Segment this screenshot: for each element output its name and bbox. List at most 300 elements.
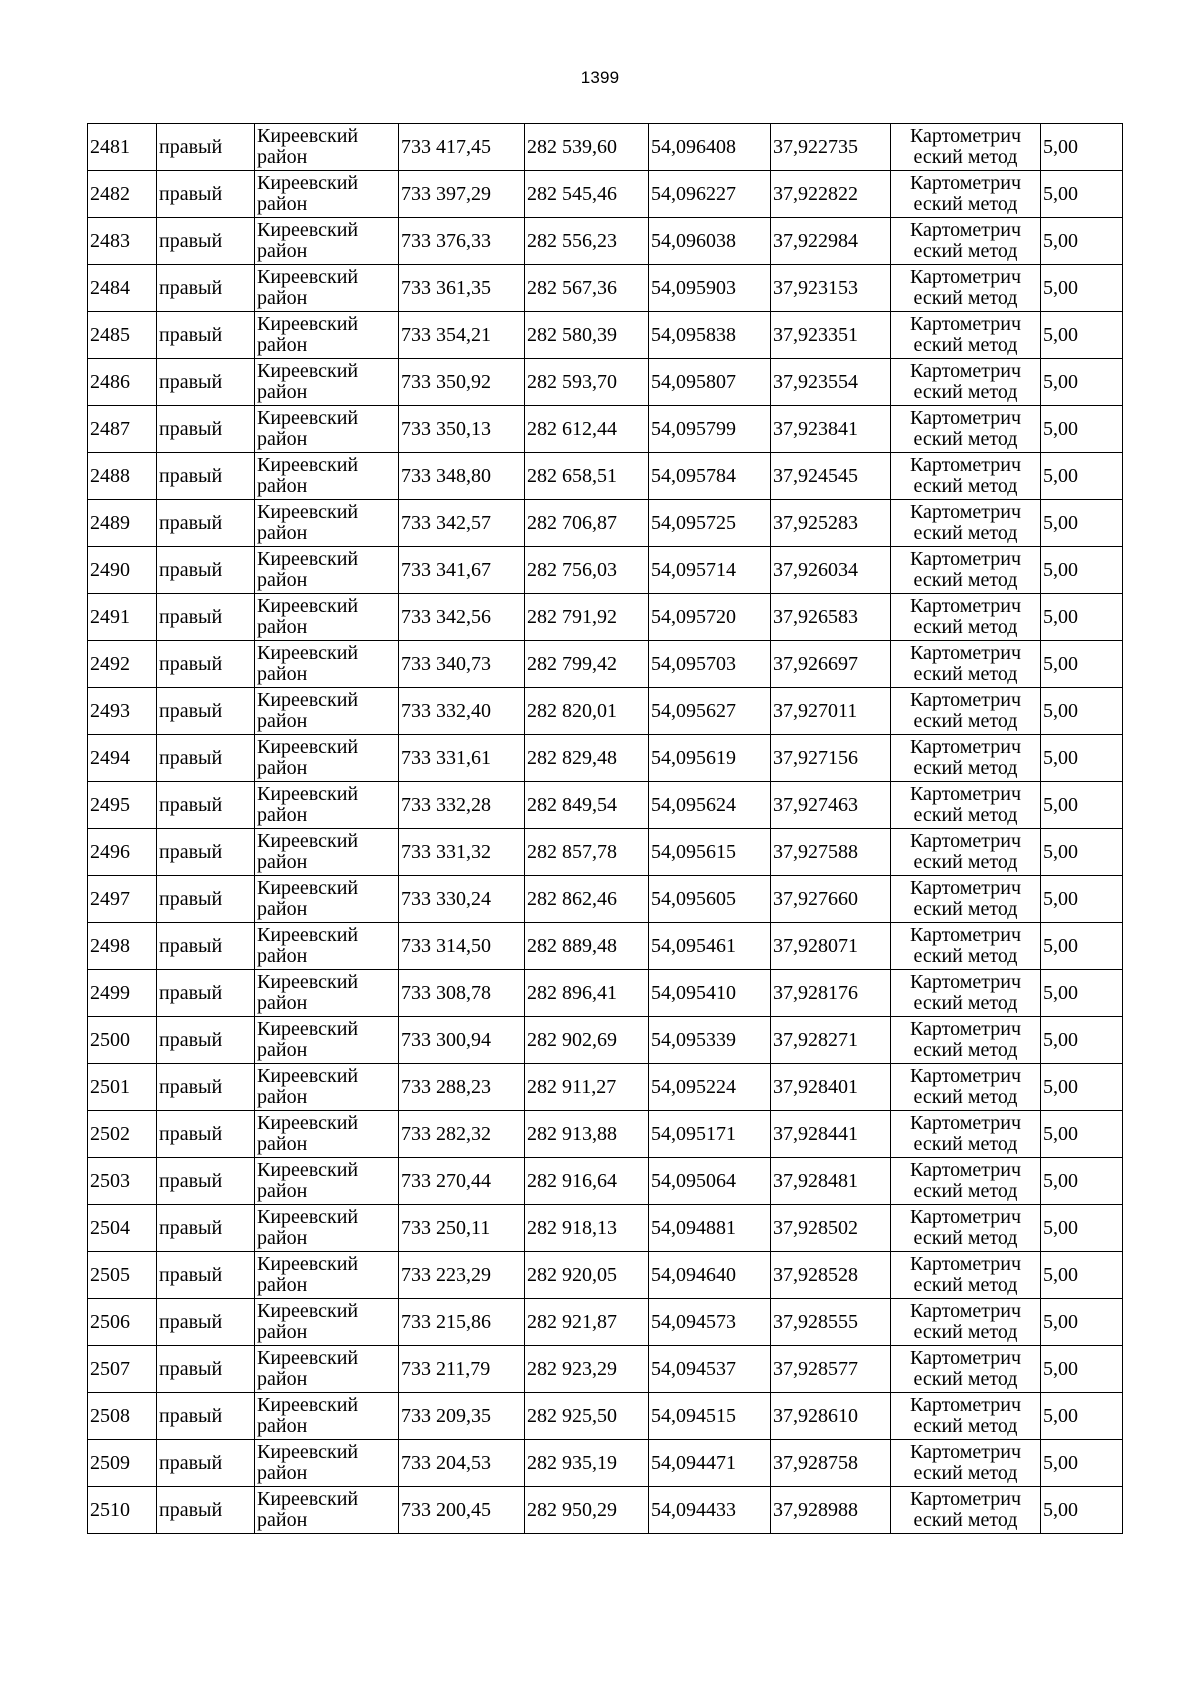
coord-y-cell: 282 593,70 xyxy=(525,359,649,406)
accuracy-cell: 5,00 xyxy=(1041,171,1123,218)
point-number-cell: 2489 xyxy=(88,500,157,547)
longitude-cell: 37,927463 xyxy=(771,782,891,829)
method-text: еский метод xyxy=(913,475,1018,497)
district-text: район xyxy=(257,992,308,1014)
coord-y-cell: 282 920,05 xyxy=(525,1252,649,1299)
accuracy-cell: 5,00 xyxy=(1041,1393,1123,1440)
latitude-cell: 54,096408 xyxy=(649,124,771,171)
table-row xyxy=(88,923,1123,970)
latitude-cell: 54,095461 xyxy=(649,923,771,970)
coord-x-cell: 733 332,28 xyxy=(399,782,525,829)
coord-x-cell: 733 397,29 xyxy=(399,171,525,218)
district-text: Киреевский xyxy=(257,1018,359,1040)
coord-y-cell: 282 913,88 xyxy=(525,1111,649,1158)
district-text: Киреевский xyxy=(257,407,359,429)
coord-y-cell: 282 896,41 xyxy=(525,970,649,1017)
bank-side-cell: правый xyxy=(157,1487,255,1534)
longitude-cell: 37,928988 xyxy=(771,1487,891,1534)
method-cell xyxy=(891,641,1041,688)
accuracy-cell: 5,00 xyxy=(1041,312,1123,359)
point-number-cell: 2498 xyxy=(88,923,157,970)
coord-y-cell: 282 923,29 xyxy=(525,1346,649,1393)
district-text: район xyxy=(257,945,308,967)
district-text: Киреевский xyxy=(257,360,359,382)
bank-side-cell: правый xyxy=(157,265,255,312)
method-text: еский метод xyxy=(913,1509,1018,1531)
district-cell xyxy=(255,688,399,735)
coord-y-cell: 282 612,44 xyxy=(525,406,649,453)
latitude-cell: 54,095410 xyxy=(649,970,771,1017)
district-text: район xyxy=(257,569,308,591)
accuracy-cell: 5,00 xyxy=(1041,500,1123,547)
district-cell xyxy=(255,1299,399,1346)
district-text: Киреевский xyxy=(257,642,359,664)
table-row xyxy=(88,547,1123,594)
table-row xyxy=(88,124,1123,171)
accuracy-cell: 5,00 xyxy=(1041,970,1123,1017)
district-text: Киреевский xyxy=(257,1441,359,1463)
point-number-cell: 2497 xyxy=(88,876,157,923)
latitude-cell: 54,096227 xyxy=(649,171,771,218)
district-cell xyxy=(255,1064,399,1111)
latitude-cell: 54,095903 xyxy=(649,265,771,312)
district-text: район xyxy=(257,616,308,638)
district-cell xyxy=(255,124,399,171)
district-text: район xyxy=(257,428,308,450)
district-text: район xyxy=(257,710,308,732)
longitude-cell: 37,923351 xyxy=(771,312,891,359)
district-cell xyxy=(255,1440,399,1487)
coord-x-cell: 733 223,29 xyxy=(399,1252,525,1299)
accuracy-cell: 5,00 xyxy=(1041,1205,1123,1252)
coord-x-cell: 733 200,45 xyxy=(399,1487,525,1534)
latitude-cell: 54,095339 xyxy=(649,1017,771,1064)
district-text: Киреевский xyxy=(257,548,359,570)
longitude-cell: 37,922822 xyxy=(771,171,891,218)
bank-side-cell: правый xyxy=(157,500,255,547)
coord-y-cell: 282 791,92 xyxy=(525,594,649,641)
longitude-cell: 37,928610 xyxy=(771,1393,891,1440)
method-text: Картометрич xyxy=(909,1159,1022,1181)
table-row xyxy=(88,500,1123,547)
district-cell xyxy=(255,735,399,782)
method-cell xyxy=(891,1111,1041,1158)
method-text: Картометрич xyxy=(909,971,1022,993)
coord-x-cell: 733 332,40 xyxy=(399,688,525,735)
bank-side-cell: правый xyxy=(157,1393,255,1440)
district-cell xyxy=(255,594,399,641)
table-row xyxy=(88,171,1123,218)
district-text: район xyxy=(257,757,308,779)
district-text: район xyxy=(257,1086,308,1108)
method-cell xyxy=(891,265,1041,312)
method-text: еский метод xyxy=(913,193,1018,215)
district-cell xyxy=(255,453,399,500)
table-row xyxy=(88,876,1123,923)
table-row xyxy=(88,1440,1123,1487)
district-cell xyxy=(255,1205,399,1252)
table-row xyxy=(88,1205,1123,1252)
coord-y-cell: 282 911,27 xyxy=(525,1064,649,1111)
coord-x-cell: 733 361,35 xyxy=(399,265,525,312)
table-row xyxy=(88,1393,1123,1440)
table-row xyxy=(88,1346,1123,1393)
district-text: Киреевский xyxy=(257,1347,359,1369)
district-text: Киреевский xyxy=(257,1488,359,1510)
point-number-cell: 2505 xyxy=(88,1252,157,1299)
longitude-cell: 37,928401 xyxy=(771,1064,891,1111)
bank-side-cell: правый xyxy=(157,1158,255,1205)
accuracy-cell: 5,00 xyxy=(1041,1111,1123,1158)
method-text: Картометрич xyxy=(909,1206,1022,1228)
method-text: Картометрич xyxy=(909,1065,1022,1087)
district-text: Киреевский xyxy=(257,501,359,523)
coord-y-cell: 282 857,78 xyxy=(525,829,649,876)
method-cell xyxy=(891,1064,1041,1111)
bank-side-cell: правый xyxy=(157,1346,255,1393)
coord-x-cell: 733 354,21 xyxy=(399,312,525,359)
accuracy-cell: 5,00 xyxy=(1041,218,1123,265)
accuracy-cell: 5,00 xyxy=(1041,735,1123,782)
accuracy-cell: 5,00 xyxy=(1041,265,1123,312)
district-text: Киреевский xyxy=(257,783,359,805)
method-text: еский метод xyxy=(913,1180,1018,1202)
coord-x-cell: 733 308,78 xyxy=(399,970,525,1017)
method-text: еский метод xyxy=(913,287,1018,309)
method-text: Картометрич xyxy=(909,125,1022,147)
accuracy-cell: 5,00 xyxy=(1041,1346,1123,1393)
method-text: еский метод xyxy=(913,992,1018,1014)
table-row xyxy=(88,1111,1123,1158)
longitude-cell: 37,926697 xyxy=(771,641,891,688)
latitude-cell: 54,095064 xyxy=(649,1158,771,1205)
district-text: район xyxy=(257,146,308,168)
point-number-cell: 2485 xyxy=(88,312,157,359)
table-row xyxy=(88,312,1123,359)
coord-y-cell: 282 935,19 xyxy=(525,1440,649,1487)
method-text: Картометрич xyxy=(909,1347,1022,1369)
district-text: район xyxy=(257,193,308,215)
method-text: Картометрич xyxy=(909,360,1022,382)
coord-x-cell: 733 340,73 xyxy=(399,641,525,688)
method-text: Картометрич xyxy=(909,736,1022,758)
coord-x-cell: 733 209,35 xyxy=(399,1393,525,1440)
district-cell xyxy=(255,1111,399,1158)
bank-side-cell: правый xyxy=(157,1205,255,1252)
district-text: Киреевский xyxy=(257,1300,359,1322)
latitude-cell: 54,094515 xyxy=(649,1393,771,1440)
coordinates-table xyxy=(87,123,1123,1534)
district-cell xyxy=(255,1017,399,1064)
point-number-cell: 2483 xyxy=(88,218,157,265)
district-text: район xyxy=(257,1509,308,1531)
table-row xyxy=(88,218,1123,265)
method-text: Картометрич xyxy=(909,548,1022,570)
accuracy-cell: 5,00 xyxy=(1041,923,1123,970)
point-number-cell: 2495 xyxy=(88,782,157,829)
latitude-cell: 54,095714 xyxy=(649,547,771,594)
point-number-cell: 2493 xyxy=(88,688,157,735)
district-text: Киреевский xyxy=(257,689,359,711)
district-cell xyxy=(255,876,399,923)
method-text: Картометрич xyxy=(909,595,1022,617)
district-text: Киреевский xyxy=(257,924,359,946)
method-cell xyxy=(891,1346,1041,1393)
method-text: еский метод xyxy=(913,710,1018,732)
district-text: район xyxy=(257,1321,308,1343)
accuracy-cell: 5,00 xyxy=(1041,359,1123,406)
coord-x-cell: 733 204,53 xyxy=(399,1440,525,1487)
method-cell xyxy=(891,876,1041,923)
accuracy-cell: 5,00 xyxy=(1041,1064,1123,1111)
longitude-cell: 37,923841 xyxy=(771,406,891,453)
table-row xyxy=(88,453,1123,500)
latitude-cell: 54,095624 xyxy=(649,782,771,829)
coord-y-cell: 282 658,51 xyxy=(525,453,649,500)
coord-y-cell: 282 849,54 xyxy=(525,782,649,829)
latitude-cell: 54,095171 xyxy=(649,1111,771,1158)
method-text: еский метод xyxy=(913,1086,1018,1108)
accuracy-cell: 5,00 xyxy=(1041,641,1123,688)
bank-side-cell: правый xyxy=(157,547,255,594)
method-text: еский метод xyxy=(913,146,1018,168)
bank-side-cell: правый xyxy=(157,970,255,1017)
bank-side-cell: правый xyxy=(157,218,255,265)
coord-x-cell: 733 215,86 xyxy=(399,1299,525,1346)
accuracy-cell: 5,00 xyxy=(1041,782,1123,829)
bank-side-cell: правый xyxy=(157,923,255,970)
point-number-cell: 2502 xyxy=(88,1111,157,1158)
longitude-cell: 37,928071 xyxy=(771,923,891,970)
method-text: Картометрич xyxy=(909,642,1022,664)
method-text: еский метод xyxy=(913,1415,1018,1437)
latitude-cell: 54,094881 xyxy=(649,1205,771,1252)
district-text: Киреевский xyxy=(257,172,359,194)
district-cell xyxy=(255,1487,399,1534)
district-text: район xyxy=(257,240,308,262)
coord-y-cell: 282 889,48 xyxy=(525,923,649,970)
coord-y-cell: 282 921,87 xyxy=(525,1299,649,1346)
method-cell xyxy=(891,547,1041,594)
coord-x-cell: 733 350,13 xyxy=(399,406,525,453)
method-text: еский метод xyxy=(913,522,1018,544)
longitude-cell: 37,923153 xyxy=(771,265,891,312)
bank-side-cell: правый xyxy=(157,406,255,453)
table-row xyxy=(88,688,1123,735)
latitude-cell: 54,094537 xyxy=(649,1346,771,1393)
method-text: еский метод xyxy=(913,428,1018,450)
district-text: район xyxy=(257,1462,308,1484)
district-cell xyxy=(255,406,399,453)
method-cell xyxy=(891,1017,1041,1064)
method-text: Картометрич xyxy=(909,1112,1022,1134)
method-cell xyxy=(891,829,1041,876)
district-text: район xyxy=(257,475,308,497)
method-text: Картометрич xyxy=(909,877,1022,899)
point-number-cell: 2481 xyxy=(88,124,157,171)
district-text: Киреевский xyxy=(257,595,359,617)
bank-side-cell: правый xyxy=(157,688,255,735)
accuracy-cell: 5,00 xyxy=(1041,1158,1123,1205)
district-text: Киреевский xyxy=(257,313,359,335)
point-number-cell: 2490 xyxy=(88,547,157,594)
longitude-cell: 37,927588 xyxy=(771,829,891,876)
method-cell xyxy=(891,735,1041,782)
coord-y-cell: 282 556,23 xyxy=(525,218,649,265)
table-row xyxy=(88,1158,1123,1205)
method-text: Картометрич xyxy=(909,1441,1022,1463)
district-text: район xyxy=(257,1180,308,1202)
method-text: Картометрич xyxy=(909,924,1022,946)
district-text: район xyxy=(257,334,308,356)
method-text: еский метод xyxy=(913,1321,1018,1343)
district-cell xyxy=(255,500,399,547)
method-text: Картометрич xyxy=(909,172,1022,194)
method-cell xyxy=(891,970,1041,1017)
district-cell xyxy=(255,923,399,970)
district-text: Киреевский xyxy=(257,454,359,476)
method-cell xyxy=(891,1205,1041,1252)
district-cell xyxy=(255,1158,399,1205)
accuracy-cell: 5,00 xyxy=(1041,876,1123,923)
coord-y-cell: 282 756,03 xyxy=(525,547,649,594)
table-row xyxy=(88,1064,1123,1111)
method-cell xyxy=(891,923,1041,970)
district-text: район xyxy=(257,287,308,309)
longitude-cell: 37,922735 xyxy=(771,124,891,171)
longitude-cell: 37,928758 xyxy=(771,1440,891,1487)
longitude-cell: 37,923554 xyxy=(771,359,891,406)
method-text: Картометрич xyxy=(909,1018,1022,1040)
method-text: Картометрич xyxy=(909,407,1022,429)
table-row xyxy=(88,970,1123,1017)
method-text: Картометрич xyxy=(909,454,1022,476)
district-cell xyxy=(255,218,399,265)
coord-x-cell: 733 350,92 xyxy=(399,359,525,406)
district-cell xyxy=(255,547,399,594)
district-text: Киреевский xyxy=(257,971,359,993)
method-text: еский метод xyxy=(913,569,1018,591)
district-cell xyxy=(255,359,399,406)
method-text: Картометрич xyxy=(909,1300,1022,1322)
district-text: Киреевский xyxy=(257,1159,359,1181)
coord-x-cell: 733 300,94 xyxy=(399,1017,525,1064)
point-number-cell: 2496 xyxy=(88,829,157,876)
district-cell xyxy=(255,1346,399,1393)
coord-x-cell: 733 417,45 xyxy=(399,124,525,171)
method-text: еский метод xyxy=(913,240,1018,262)
district-cell xyxy=(255,970,399,1017)
table-row xyxy=(88,594,1123,641)
longitude-cell: 37,928176 xyxy=(771,970,891,1017)
table-row xyxy=(88,1017,1123,1064)
method-text: Картометрич xyxy=(909,783,1022,805)
method-cell xyxy=(891,1299,1041,1346)
district-text: район xyxy=(257,851,308,873)
point-number-cell: 2482 xyxy=(88,171,157,218)
method-cell xyxy=(891,359,1041,406)
bank-side-cell: правый xyxy=(157,359,255,406)
latitude-cell: 54,094471 xyxy=(649,1440,771,1487)
table-row xyxy=(88,829,1123,876)
method-text: Картометрич xyxy=(909,501,1022,523)
table-row xyxy=(88,641,1123,688)
table-body xyxy=(88,124,1123,1534)
bank-side-cell: правый xyxy=(157,782,255,829)
accuracy-cell: 5,00 xyxy=(1041,1017,1123,1064)
bank-side-cell: правый xyxy=(157,1064,255,1111)
district-text: Киреевский xyxy=(257,877,359,899)
method-text: еский метод xyxy=(913,757,1018,779)
district-cell xyxy=(255,171,399,218)
coord-y-cell: 282 918,13 xyxy=(525,1205,649,1252)
coord-x-cell: 733 376,33 xyxy=(399,218,525,265)
method-text: Картометрич xyxy=(909,266,1022,288)
coord-y-cell: 282 799,42 xyxy=(525,641,649,688)
method-cell xyxy=(891,406,1041,453)
bank-side-cell: правый xyxy=(157,641,255,688)
bank-side-cell: правый xyxy=(157,1111,255,1158)
coord-y-cell: 282 902,69 xyxy=(525,1017,649,1064)
point-number-cell: 2506 xyxy=(88,1299,157,1346)
coord-y-cell: 282 580,39 xyxy=(525,312,649,359)
bank-side-cell: правый xyxy=(157,171,255,218)
method-text: еский метод xyxy=(913,898,1018,920)
point-number-cell: 2510 xyxy=(88,1487,157,1534)
point-number-cell: 2503 xyxy=(88,1158,157,1205)
latitude-cell: 54,095784 xyxy=(649,453,771,500)
coord-x-cell: 733 342,57 xyxy=(399,500,525,547)
coord-x-cell: 733 331,61 xyxy=(399,735,525,782)
longitude-cell: 37,928528 xyxy=(771,1252,891,1299)
bank-side-cell: правый xyxy=(157,1299,255,1346)
table-row xyxy=(88,1299,1123,1346)
district-text: Киреевский xyxy=(257,830,359,852)
table-row xyxy=(88,735,1123,782)
longitude-cell: 37,924545 xyxy=(771,453,891,500)
coord-y-cell: 282 545,46 xyxy=(525,171,649,218)
accuracy-cell: 5,00 xyxy=(1041,829,1123,876)
district-text: район xyxy=(257,1415,308,1437)
district-text: район xyxy=(257,1368,308,1390)
table-row xyxy=(88,782,1123,829)
table-row xyxy=(88,1252,1123,1299)
latitude-cell: 54,094573 xyxy=(649,1299,771,1346)
table-row xyxy=(88,406,1123,453)
latitude-cell: 54,095807 xyxy=(649,359,771,406)
coord-x-cell: 733 341,67 xyxy=(399,547,525,594)
latitude-cell: 54,095615 xyxy=(649,829,771,876)
coord-x-cell: 733 314,50 xyxy=(399,923,525,970)
table-row xyxy=(88,359,1123,406)
coord-y-cell: 282 706,87 xyxy=(525,500,649,547)
method-text: Картометрич xyxy=(909,830,1022,852)
district-text: Киреевский xyxy=(257,266,359,288)
district-text: район xyxy=(257,1274,308,1296)
accuracy-cell: 5,00 xyxy=(1041,1440,1123,1487)
longitude-cell: 37,925283 xyxy=(771,500,891,547)
method-cell xyxy=(891,1487,1041,1534)
coord-x-cell: 733 211,79 xyxy=(399,1346,525,1393)
method-cell xyxy=(891,218,1041,265)
method-text: еский метод xyxy=(913,804,1018,826)
district-text: Киреевский xyxy=(257,1394,359,1416)
latitude-cell: 54,095725 xyxy=(649,500,771,547)
latitude-cell: 54,096038 xyxy=(649,218,771,265)
point-number-cell: 2488 xyxy=(88,453,157,500)
bank-side-cell: правый xyxy=(157,124,255,171)
latitude-cell: 54,095627 xyxy=(649,688,771,735)
